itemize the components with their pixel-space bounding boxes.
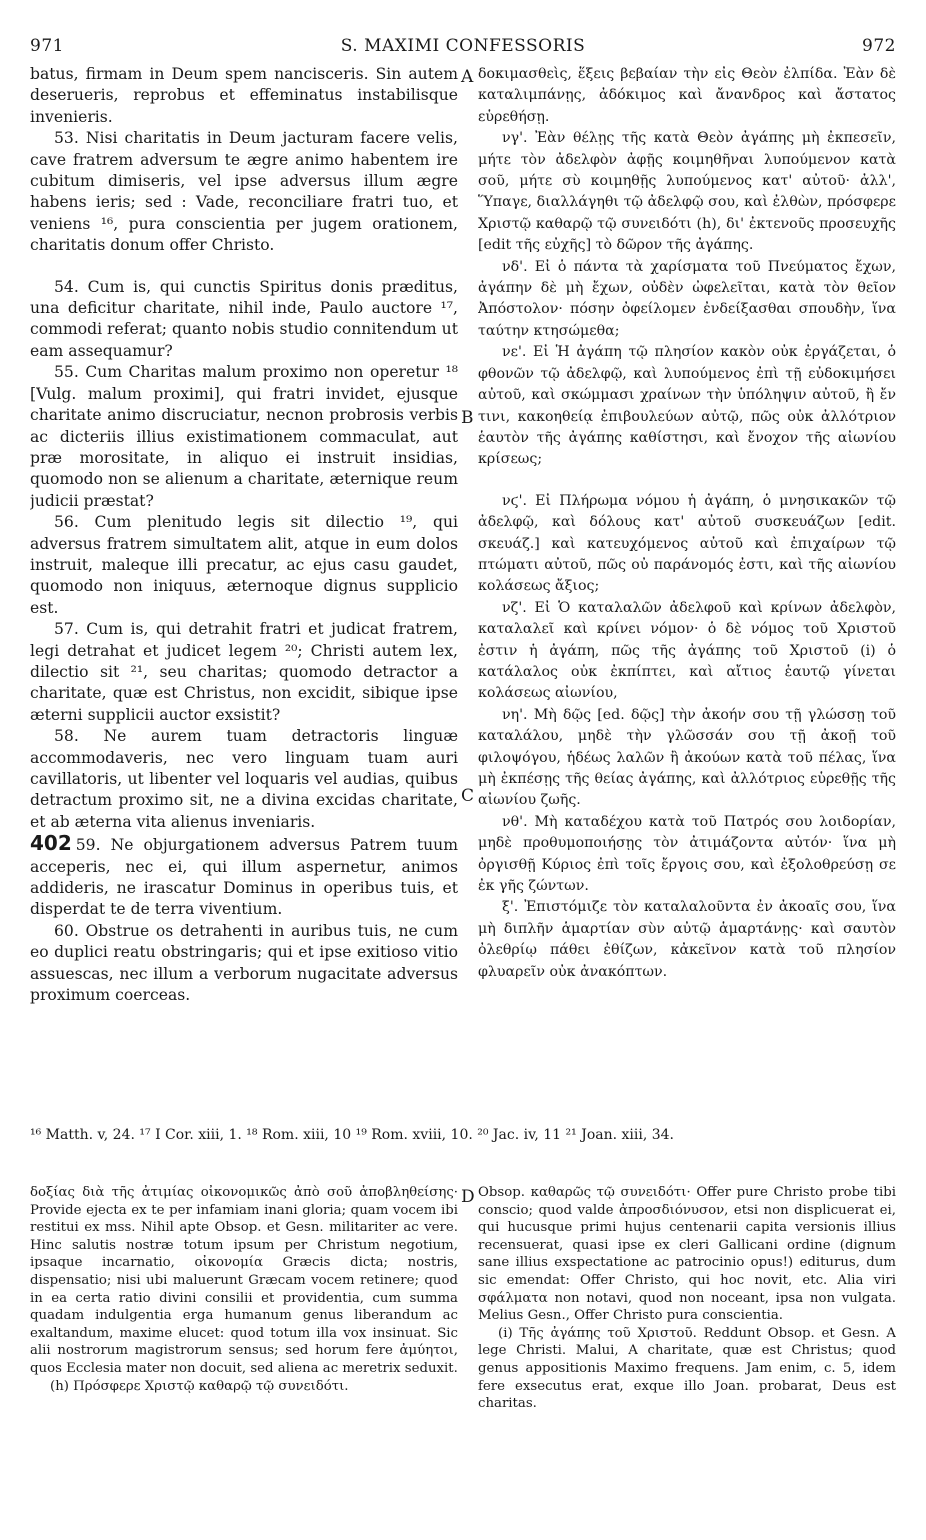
footnote-left-text: δοξίας διὰ τῆς ἀτιμίας οἰκονομικῶς ἀπὸ σοῦ ἀποβληθείσης· Provide ejecta ex te per infamiam inani gloria; quam vocem ibi restitui ex mss. Nihil apte Obsop. et Gesn. militariter ac vere. Hinc salutis nostræ totum ipsum per Christum negotium, ipsaque incarnatio, οἰκονομία Græcis dicta; nostris, dispensatio; nisi ubi maluerunt Græcam vocem retinere; quod in ea certa ratio divini consilii et providentia, cum summa quadam indulgentia erga humanum genus liberandum ac exaltandum, maxime elucet: quod totum illa vox insinuat. Sic alii nostrorum magistrorum sensus; sed horum fere ἀμύητοι, quos Ecclesia mater non docuit, sed aliena ac meretrix seduxit. — [30, 1185, 458, 1376]
greek-paragraph-56: νϛ'. Εἰ Πλήρωμα νόμου ἡ ἀγάπη, ὁ μνησικακῶν τῷ ἀδελφῷ, καὶ δόλους κατ' αὐτοῦ συσκευάζων [edit. σκευάζ.] καὶ κατευχόμενος αὐτοῦ καὶ ἐπιχαίρων τῷ πτώματι αὐτοῦ, πῶς οὐ παράνομός ἐστι, καὶ τῆς αἰωνίου κολάσεως ἄξιος; — [478, 492, 896, 595]
latin-paragraph-60: 60. Obstrue os detrahenti in auribus tuis, ne cum eo duplici reatu obstringaris; qui et ipse exitioso vitio assuescas, nec illum a verborum nugacitate adversus proximum coerceas. — [30, 921, 458, 1005]
latin-paragraph-56: 56. Cum plenitudo legis sit dilectio ¹⁹, qui adversus fratrem simultatem alit, atque in eum dolos instruit, maleque illi precatur, ac ejus casu gaudet, quomodo non iniquus, æternoque dignus supplicio est. — [30, 513, 458, 617]
greek-paragraph-53: νγ'. Ἐὰν θέλῃς τῆς κατὰ Θεὸν ἀγάπης μὴ ἐκπεσεῖν, μήτε τὸν ἀδελφὸν ἀφῇς κοιμηθῆναι λυπούμενον κατὰ σοῦ, μήτε σὺ κοιμηθῇς λυπούμενος κατ' αὐτοῦ· ἀλλ', Ὕπαγε, διαλλάγηθι τῷ ἀδελφῷ σου, καὶ ἐλθὼν, πρόσφερε Χριστῷ καθαρῷ τῷ συνειδότι (h), δι' ἐκτενοῦς προσευχῆς [edit τῆς εὐχῆς] τὸ δῶρον τῆς ἀγάπης. — [478, 130, 896, 254]
page-number-left: 971 — [30, 36, 64, 56]
latin-paragraph-59: 59. Ne objurgationem adversus Patrem tuum acceperis, nec ei, qui illum aspernetur, animos addideris, ne irascatur Dominus in operibus tuis, et disperdat te de terra viventium. — [30, 836, 458, 919]
latin-column — [30, 64, 458, 1006]
latin-paragraph-57: 57. Cum is, qui detrahit fratri et judicat fratrem, legi detrahat et judicet legem ²⁰; Christi autem lex, dilectio sit ²¹, seu charitas; quomodo detractor a charitate, quæ est Christus, non excidit, sibique ipse æterni supplicii auctor exsistit? — [30, 620, 458, 724]
footnotes-left — [30, 1184, 458, 1395]
footnotes-right — [478, 1184, 896, 1413]
latin-paragraph-54: 54. Cum is, qui cunctis Spiritus donis præditus, una deficitur charitate, nihil inde, Paulo auctore ¹⁷, commodi referat; quanto nobis studio connitendum ut eam assequamur? — [30, 277, 458, 360]
greek-paragraph-59: νθ'. Μὴ καταδέχου κατὰ τοῦ Πατρός σου λοιδορίαν, μηδὲ προθυμοποιήσῃς τὸν ἀτιμάζοντα αὐτόν· ἵνα μὴ ὀργισθῇ Κύριος ἐπὶ τοῖς ἔργοις σου, καὶ ἐξολοθρεύσῃ σε ἐκ γῆς ζώντων. — [478, 813, 896, 895]
greek-column — [478, 64, 896, 983]
footnote-h: (h) Πρόσφερε Χριστῷ καθαρῷ τῷ συνειδότι. — [50, 1378, 349, 1394]
greek-paragraph-55: νε'. Εἰ Ἡ ἀγάπη τῷ πλησίον κακὸν οὐκ ἐργάζεται, ὁ φθονῶν τῷ ἀδελφῷ, καὶ λυπούμενος ἐπὶ τῇ εὐδοκιμήσει αὐτοῦ, καὶ σκώμμασι χραίνων τὴν ὑπόληψιν αὐτοῦ, ἢ ἔν τινι, κακοηθείᾳ ἐπιβουλεύων αὐτῷ, πῶς οὐκ ἀλλότριον ἑαυτὸν τῆς ἀγάπης καθίστησι, καὶ ἔνοχον τῆς αἰωνίου κρίσεως; — [478, 344, 896, 468]
greek-paragraph-0: δοκιμασθεὶς, ἕξεις βεβαίαν τὴν εἰς Θεὸν ἐλπίδα. Ἐὰν δὲ καταλιμπάνῃς, ἀδόκιμος καὶ ἄνανδρος καὶ ἄστατος εὑρεθήσῃ. — [478, 66, 896, 125]
running-header — [30, 36, 896, 60]
latin-paragraph-55: 55. Cum Charitas malum proximo non operetur ¹⁸ [Vulg. malum proximi], qui fratri invidet, ejusque charitate animo discruciatur, necnon probrosis verbis ac dicteriis illius existimationem commaculat, aut præ morositate, in aliquo ei instruit insidias, quomodo non se alienum a charitate, æternique reum judicii præstat? — [30, 363, 458, 510]
margin-letter-a: A — [461, 67, 474, 87]
latin-paragraph-59-wrap — [30, 833, 458, 921]
footnote-right-text: Obsop. καθαρῶς τῷ συνειδότι· Offer pure Christo probe tibi conscio; quod valde ἀπροσδιόνυσον, etsi non displicuerat ei, qui hucusque primi hujus centenarii capita versionis illius recensuerat, quasi ipse ex cleri Gallicani ordine (dignum sane illius exspectatione ac patrocinio opus!) editurus, dum sic emendat: Offer Christo, qui hoc novit, etc. Alia viri σφάλματα non notavi, quod non noceant, ipsa non vulgata. Melius Gesn., Offer Christo pura conscientia. — [478, 1185, 896, 1324]
page-number-right: 972 — [862, 36, 896, 56]
greek-paragraph-58: νη'. Μὴ δῷς [ed. δῷς] τὴν ἀκοήν σου τῇ γλώσσῃ τοῦ καταλάλου, μηδὲ τὴν γλῶσσάν σου τῇ ἀκοῇ τοῦ φιλοψόγου, ἡδέως λαλῶν ἢ ἀκούων κατὰ τοῦ πέλας, ἵνα μὴ ἐκπέσῃς τῆς θείας ἀγάπης, καὶ ἀλλότριος εὑρεθῇς τῆς αἰωνίου ζωῆς. — [478, 706, 896, 809]
latin-paragraph-53: 53. Nisi charitatis in Deum jacturam facere velis, cave fratrem adversum te ægre animo habentem ire cubitum dimiseris, vel ipse adversus illum ægre habens ieris; sed : Vade, reconciliare fratri tuo, et veniens ¹⁶, pura conscientia per jugem orationem, charitatis donum offer Christo. — [30, 129, 458, 255]
greek-paragraph-60: ξ'. Ἐπιστόμιζε τὸν καταλαλοῦντα ἐν ἀκοαῖς σου, ἵνα μὴ διπλῆν ἁμαρτίαν σὺν αὐτῷ ἁμαρτάνῃς· καὶ σαυτὸν ὀλεθρίῳ πάθει ἐθίζων, κἀκεῖνον κατὰ τοῦ πλησίον φλυαρεῖν οὐκ ἀνακόπτων. — [478, 899, 896, 980]
greek-paragraph-57: νζ'. Εἰ Ὁ καταλαλῶν ἀδελφοῦ καὶ κρίνων ἀδελφὸν, καταλαλεῖ καὶ κρίνει νόμον· ὁ δὲ νόμος τοῦ Χριστοῦ ἐστιν ἡ ἀγάπη, πῶς τῆς ἀγάπης τοῦ Χριστοῦ (i) ὁ κατάλαλος οὐκ ἐκπίπτει, καὶ αἴτιος ἑαυτῷ γίνεται κολάσεως αἰωνίου, — [478, 599, 896, 702]
margin-letter-c: C — [461, 786, 475, 806]
scripture-references: ¹⁶ Matth. v, 24. ¹⁷ I Cor. xiii, 1. ¹⁸ Rom. xiii, 10 ¹⁹ Rom. xviii, 10. ²⁰ Jac. iv, 11 ²¹ Joan. xiii, 34. — [30, 1127, 674, 1143]
latin-paragraph-58: 58. Ne aurem tuam detractoris linguæ accommodaveris, nec vero linguam tuam auri cavillatoris, ut libenter vel loquaris vel audias, quibus detractum proximo sit, ne a divina excidas charitate, et ab æterna vita alienus inveniaris. — [30, 727, 458, 831]
footnote-i: (i) Τῆς ἀγάπης τοῦ Χριστοῦ. Reddunt Obsop. et Gesn. A lege Christi. Malui, A charitate, quæ est Christus; quod genus appositionis Maximo frequens. Jam enim, c. 5, idem fere exsecutus erat, exque illo Joan. probarat, Deus est charitas. — [478, 1325, 896, 1412]
column-number-402: 402 — [30, 831, 72, 856]
running-title: S. MAXIMI CONFESSORIS — [340, 36, 586, 56]
margin-letter-b: B — [461, 408, 474, 428]
latin-paragraph-0: batus, firmam in Deum spem nancisceris. Sin autem deserueris, reprobus et effeminatus instabilisque invenieris. — [30, 65, 458, 126]
margin-letter-d: D — [461, 1187, 475, 1207]
greek-paragraph-54: νδ'. Εἰ ὁ πάντα τὰ χαρίσματα τοῦ Πνεύματος ἔχων, ἀγάπην δὲ μὴ ἔχων, οὐδὲν ὠφελεῖται, κατὰ τὸν θεῖον Ἀπόστολον· πόσην ὀφείλομεν ἐνδείξασθαι σπουδὴν, ἵνα ταύτην κτησώμεθα; — [478, 258, 896, 339]
